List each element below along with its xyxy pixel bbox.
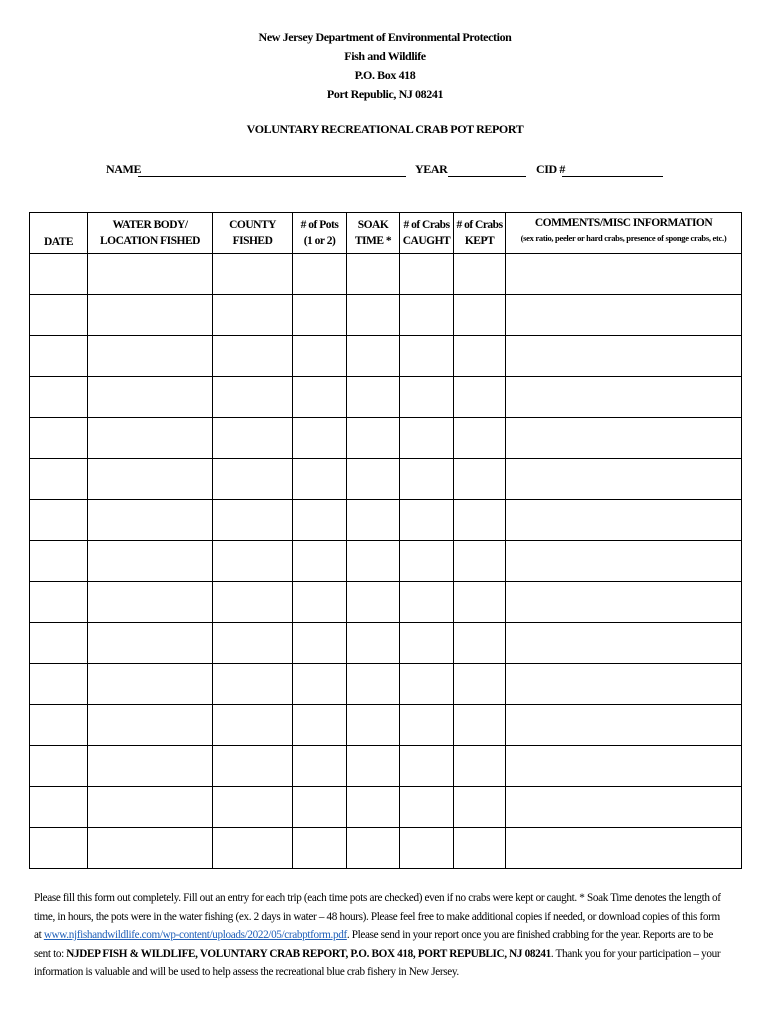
cell-date[interactable] — [30, 787, 88, 828]
instructions-text-3: . Thank you for your participation – your information is valuable and will be used to help assess the recreational blue crab fishery in New Jersey. — [34, 947, 721, 978]
cell-num-pots[interactable] — [293, 828, 347, 869]
cell-crabs-caught[interactable] — [400, 623, 454, 664]
cell-water-body[interactable] — [88, 500, 213, 541]
table-row — [30, 623, 742, 664]
mailing-address: NJDEP FISH & WILDLIFE, VOLUNTARY CRAB REPORT, P.O. BOX 418, PORT REPUBLIC, NJ 08241 — [66, 947, 551, 960]
cell-county[interactable] — [213, 828, 293, 869]
instructions-text-1: Please fill this form out completely. Fill out an entry for each trip (each time pots are checked) even if no crabs were kept or caught. * Soak Time denotes the length of time, in hours, the pots were in the water fishing (ex. 2 days in water – 48 hours). Please feel free to make additional copies if needed, or download copies of this form at — [34, 892, 721, 941]
cell-comments[interactable] — [506, 664, 742, 705]
cell-date[interactable] — [30, 582, 88, 623]
cell-num-pots[interactable] — [293, 459, 347, 500]
instructions-text-2: . Please send in your report once you are finished crabbing for the year. Reports are to be sent to: — [34, 929, 713, 960]
division-name: Fish and Wildlife — [344, 49, 426, 63]
cell-num-pots[interactable] — [293, 418, 347, 459]
cell-comments[interactable] — [506, 336, 742, 377]
table-row — [30, 295, 742, 336]
cell-soak-time[interactable] — [347, 500, 400, 541]
cell-num-pots[interactable] — [293, 582, 347, 623]
comments-hint: (sex ratio, peeler or hard crabs, presence of sponge crabs, etc.) — [520, 233, 727, 243]
cell-num-pots[interactable] — [293, 377, 347, 418]
cell-soak-time[interactable] — [347, 254, 400, 295]
table-row — [30, 787, 742, 828]
city-address: Port Republic, NJ 08241 — [326, 87, 444, 101]
cell-crabs-kept[interactable] — [454, 254, 506, 295]
cell-county[interactable] — [213, 541, 293, 582]
table-row — [30, 418, 742, 459]
cell-water-body[interactable] — [88, 336, 213, 377]
cell-soak-time[interactable] — [347, 828, 400, 869]
cell-county[interactable] — [213, 377, 293, 418]
cell-county[interactable] — [213, 295, 293, 336]
cell-date[interactable] — [30, 746, 88, 787]
cell-soak-time[interactable] — [347, 623, 400, 664]
cell-date[interactable] — [30, 541, 88, 582]
cell-water-body[interactable] — [88, 623, 213, 664]
form-title: VOLUNTARY RECREATIONAL CRAB POT REPORT — [246, 122, 524, 136]
year-field[interactable] — [448, 176, 526, 177]
table-row — [30, 664, 742, 705]
cell-date[interactable] — [30, 336, 88, 377]
cell-county[interactable] — [213, 418, 293, 459]
cell-soak-time[interactable] — [347, 377, 400, 418]
cell-num-pots[interactable] — [293, 336, 347, 377]
table-body — [30, 254, 742, 869]
cell-county[interactable] — [213, 459, 293, 500]
cell-crabs-caught[interactable] — [400, 254, 454, 295]
cell-comments[interactable] — [506, 746, 742, 787]
table-row — [30, 254, 742, 295]
table-row — [30, 541, 742, 582]
table-row — [30, 336, 742, 377]
cell-crabs-caught[interactable] — [400, 787, 454, 828]
cell-date[interactable] — [30, 254, 88, 295]
cell-comments[interactable] — [506, 459, 742, 500]
col-header-date: DATE — [30, 213, 88, 254]
cell-county[interactable] — [213, 664, 293, 705]
cell-crabs-caught[interactable] — [400, 541, 454, 582]
cell-county[interactable] — [213, 746, 293, 787]
cell-crabs-kept[interactable] — [454, 500, 506, 541]
cell-crabs-kept[interactable] — [454, 746, 506, 787]
cell-num-pots[interactable] — [293, 705, 347, 746]
cell-county[interactable] — [213, 705, 293, 746]
table-row — [30, 459, 742, 500]
cell-num-pots[interactable] — [293, 541, 347, 582]
form-header — [0, 28, 770, 104]
cell-num-pots[interactable] — [293, 500, 347, 541]
cell-water-body[interactable] — [88, 705, 213, 746]
cell-comments[interactable] — [506, 295, 742, 336]
col-header-water-body: WATER BODY/ LOCATION FISHED — [88, 213, 213, 254]
cid-label: CID # — [536, 162, 566, 176]
cell-comments[interactable] — [506, 787, 742, 828]
cell-water-body[interactable] — [88, 828, 213, 869]
cell-date[interactable] — [30, 500, 88, 541]
cell-soak-time[interactable] — [347, 582, 400, 623]
cell-crabs-caught[interactable] — [400, 746, 454, 787]
cell-num-pots[interactable] — [293, 664, 347, 705]
col-header-comments: COMMENTS/MISC INFORMATION (sex ratio, peeler or hard crabs, presence of sponge crabs, etc.) — [506, 213, 742, 254]
cell-crabs-kept[interactable] — [454, 787, 506, 828]
cell-comments[interactable] — [506, 500, 742, 541]
cell-comments[interactable] — [506, 705, 742, 746]
cell-county[interactable] — [213, 336, 293, 377]
year-label: YEAR — [415, 162, 448, 176]
cell-comments[interactable] — [506, 541, 742, 582]
po-box: P.O. Box 418 — [354, 68, 416, 82]
cell-crabs-caught[interactable] — [400, 377, 454, 418]
table-row — [30, 705, 742, 746]
cell-num-pots[interactable] — [293, 254, 347, 295]
cell-crabs-kept[interactable] — [454, 295, 506, 336]
cell-crabs-caught[interactable] — [400, 664, 454, 705]
col-header-soak-time: SOAK TIME * — [347, 213, 400, 254]
cell-crabs-caught[interactable] — [400, 500, 454, 541]
table-row — [30, 828, 742, 869]
cell-crabs-kept[interactable] — [454, 541, 506, 582]
cell-crabs-kept[interactable] — [454, 582, 506, 623]
cell-date[interactable] — [30, 295, 88, 336]
cell-water-body[interactable] — [88, 377, 213, 418]
cell-soak-time[interactable] — [347, 664, 400, 705]
cell-water-body[interactable] — [88, 254, 213, 295]
col-header-num-pots: # of Pots (1 or 2) — [293, 213, 347, 254]
cell-water-body[interactable] — [88, 295, 213, 336]
cell-comments[interactable] — [506, 377, 742, 418]
cell-water-body[interactable] — [88, 418, 213, 459]
cell-water-body[interactable] — [88, 746, 213, 787]
cell-date[interactable] — [30, 705, 88, 746]
table-row — [30, 500, 742, 541]
form-download-link[interactable]: www.njfishandwildlife.com/wp-content/uploads/2022/05/crabptform.pdf — [43, 929, 347, 941]
col-header-crabs-kept: # of Crabs KEPT — [454, 213, 506, 254]
cell-num-pots[interactable] — [293, 295, 347, 336]
table-header-row — [30, 213, 742, 254]
col-header-county: COUNTY FISHED — [213, 213, 293, 254]
cell-water-body[interactable] — [88, 582, 213, 623]
cell-water-body[interactable] — [88, 541, 213, 582]
cell-comments[interactable] — [506, 582, 742, 623]
cell-water-body[interactable] — [88, 664, 213, 705]
cell-county[interactable] — [213, 500, 293, 541]
cell-soak-time[interactable] — [347, 746, 400, 787]
cell-water-body[interactable] — [88, 459, 213, 500]
cell-date[interactable] — [30, 377, 88, 418]
cell-crabs-kept[interactable] — [454, 418, 506, 459]
cell-date[interactable] — [30, 418, 88, 459]
cell-crabs-kept[interactable] — [454, 459, 506, 500]
identity-fields — [0, 162, 770, 182]
name-field[interactable] — [138, 176, 406, 177]
cell-crabs-caught[interactable] — [400, 582, 454, 623]
col-header-crabs-caught: # of Crabs CAUGHT — [400, 213, 454, 254]
cell-date[interactable] — [30, 459, 88, 500]
cell-soak-time[interactable] — [347, 705, 400, 746]
cell-crabs-caught[interactable] — [400, 418, 454, 459]
cell-comments[interactable] — [506, 418, 742, 459]
agency-name: New Jersey Department of Environmental Protection — [258, 30, 512, 44]
cell-crabs-kept[interactable] — [454, 664, 506, 705]
name-label: NAME — [106, 162, 142, 176]
cell-crabs-kept[interactable] — [454, 336, 506, 377]
cell-crabs-caught[interactable] — [400, 705, 454, 746]
cell-num-pots[interactable] — [293, 746, 347, 787]
cell-date[interactable] — [30, 828, 88, 869]
cell-soak-time[interactable] — [347, 459, 400, 500]
cell-water-body[interactable] — [88, 787, 213, 828]
cell-soak-time[interactable] — [347, 295, 400, 336]
cell-date[interactable] — [30, 623, 88, 664]
table-row — [30, 746, 742, 787]
crab-report-table — [29, 212, 742, 869]
cell-county[interactable] — [213, 623, 293, 664]
table-row — [30, 582, 742, 623]
cell-crabs-kept[interactable] — [454, 623, 506, 664]
cell-soak-time[interactable] — [347, 787, 400, 828]
cell-comments[interactable] — [506, 828, 742, 869]
cell-county[interactable] — [213, 582, 293, 623]
cell-num-pots[interactable] — [293, 787, 347, 828]
cell-soak-time[interactable] — [347, 541, 400, 582]
cell-comments[interactable] — [506, 623, 742, 664]
cell-crabs-kept[interactable] — [454, 828, 506, 869]
cell-date[interactable] — [30, 664, 88, 705]
cell-county[interactable] — [213, 254, 293, 295]
cell-soak-time[interactable] — [347, 418, 400, 459]
instructions — [34, 889, 724, 982]
cell-soak-time[interactable] — [347, 336, 400, 377]
cell-comments[interactable] — [506, 254, 742, 295]
cid-field[interactable] — [562, 176, 663, 177]
cell-crabs-caught[interactable] — [400, 336, 454, 377]
cell-crabs-caught[interactable] — [400, 295, 454, 336]
cell-county[interactable] — [213, 787, 293, 828]
cell-crabs-kept[interactable] — [454, 705, 506, 746]
cell-num-pots[interactable] — [293, 623, 347, 664]
table-row — [30, 377, 742, 418]
cell-crabs-caught[interactable] — [400, 459, 454, 500]
cell-crabs-kept[interactable] — [454, 377, 506, 418]
cell-crabs-caught[interactable] — [400, 828, 454, 869]
